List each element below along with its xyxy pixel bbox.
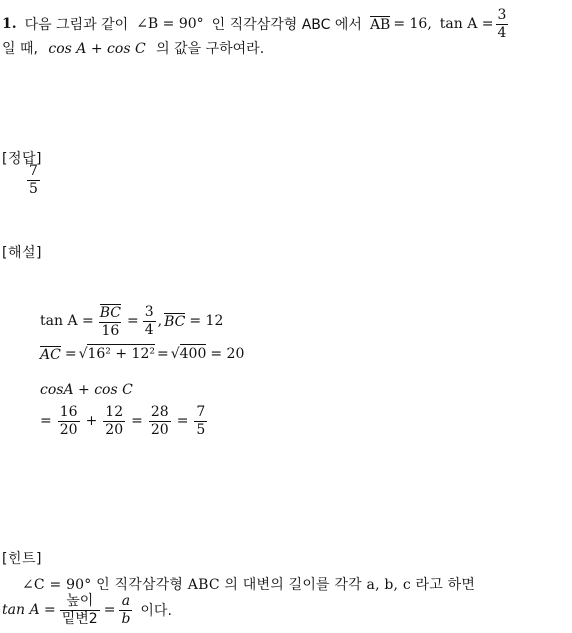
sol-radicand-1: 16² + 12² [87,346,155,362]
sol-ac-value: = 20 [210,346,245,362]
sol-l2-eq2: = [156,346,169,362]
problem-line2-prefix: 일 때, [2,41,38,57]
sol-bc-value: = 12 [189,313,224,330]
solution-line-1 [40,304,223,338]
answer-fraction-block [25,164,42,196]
sol-tan-lhs: tan A = [40,313,94,330]
sol-l4-eq2: = [131,413,143,430]
answer-fraction [27,164,40,196]
answer-heading: [정답] [2,151,42,167]
sol-l2-eq: = [64,346,77,362]
sol-sqrt-2: √400 [170,346,207,362]
solution-line-3: cosA + cos C [40,382,133,398]
sol-3: 3 [144,304,154,320]
solution-line-2 [40,346,244,362]
sol-eq: = [127,313,139,330]
hint-tan-lhs: tan A = [2,602,56,619]
sol-16-denominator: 16 [101,322,120,339]
sol-frac-16-20: $\frac{16}{20}$ [59,404,78,438]
hint-eq: = [103,602,116,619]
sol-bc: BC [164,314,186,331]
sol-l4-eq3: = [176,413,189,430]
sol-plus: + [85,413,98,430]
hint-suffix: 이다. [140,603,172,620]
sol-frac-12-20: $\frac{12}{20}$ [105,404,124,438]
tan-numerator: 3 [497,6,507,23]
tan-lhs: tan A = [439,16,494,32]
segment-ab: AB [369,17,391,33]
sol-sqrt-1: √16² + 12² [78,346,155,362]
hint-line-1: ∠C = 90° 인 직각삼각형 ABC 의 대변의 길이를 각각 a, b, c 라고 하면 [22,577,476,593]
solution-line-4 [40,405,209,437]
sol-frac-7-5: $\frac{7}{5}$ [196,404,206,438]
sol-frac-28-20: $\frac{28}{20}$ [150,404,169,438]
sol-frac-3-4 [143,305,156,337]
problem-line2-suffix: 의 값을 구하여라. [156,41,265,57]
problem-line-2 [2,38,264,58]
hint-frac-height-base: $\frac{\text{높이}}{\text{밑변2}}$ [61,593,98,627]
problem-expression: cos A + cos C [48,41,146,57]
sol-radicand-2: 400 [179,346,207,362]
answer-numerator: 7 [29,163,38,179]
sol-frac-bc-16 [98,304,123,338]
hint-heading: [힌트] [2,551,42,567]
segment-ab-value: = 16, [393,16,432,32]
sol-4: 4 [144,321,154,338]
problem-number: 1. [2,16,17,32]
problem-line-1 [2,6,510,41]
answer-denominator: 5 [29,180,38,197]
sol-l4-eq: = [40,413,52,430]
tan-denominator: 4 [497,24,507,41]
problem-mid: 인 직각삼각형 ABC 에서 [211,17,362,33]
sol-ac: AC [40,347,61,363]
problem-prefix: 다음 그림과 같이 [24,17,129,33]
hint-frac-a-b: $\frac{a}{b}$ [121,593,131,627]
hint-line-2 [2,594,172,626]
sol-comma: , [157,313,163,330]
tan-fraction [496,8,509,40]
solution-heading: [해설] [2,245,42,261]
problem-angle: ∠B = 90° [136,16,204,32]
sol-bc-numerator: BC [99,305,121,321]
